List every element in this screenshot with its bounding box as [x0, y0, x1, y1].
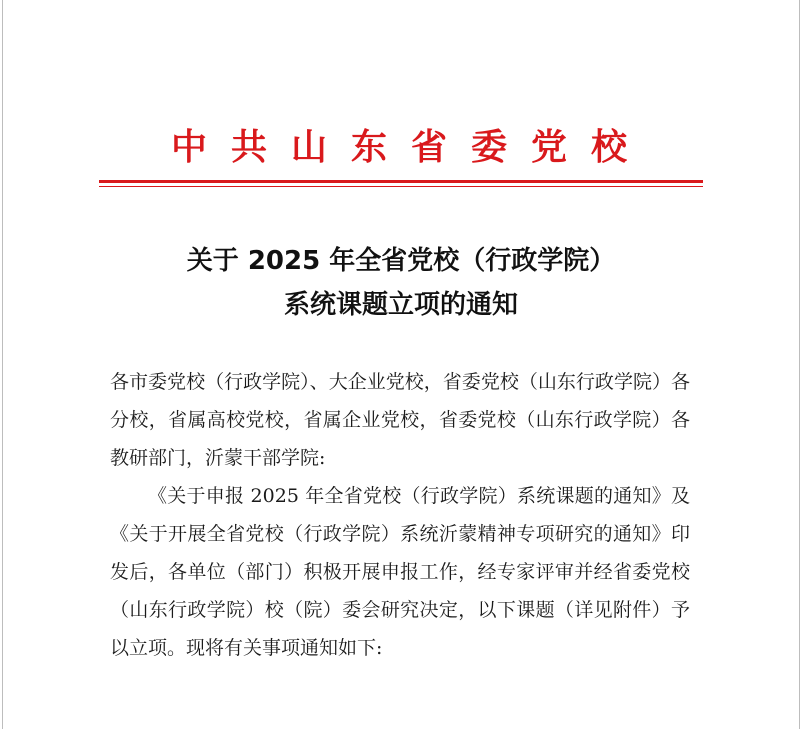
document-title-line-1: 关于 2025 年全省党校（行政学院）	[186, 246, 616, 276]
header-rule-thin	[99, 186, 703, 187]
page-edge-right	[799, 0, 800, 729]
header-rule-thick	[99, 180, 703, 183]
salutation-paragraph: 各市委党校（行政学院）、大企业党校，省委党校（山东行政学院）各分校，省属高校党校，省属企业党校，省委党校（山东行政学院）各教研部门，沂蒙干部学院:	[110, 371, 690, 469]
org-header-title: 中共山东省委党校	[170, 127, 651, 168]
page-edge-left	[2, 0, 3, 729]
body-paragraph-1: 《关于申报 2025 年全省党校（行政学院）系统课题的通知》及《关于开展全省党校（行政学院）系统沂蒙精神专项研究的通知》印发后，各单位（部门）积极开展申报工作，经专家评审并经省委党校（山东行政学院）校（院）委会研究决定，以下课题（详见附件）予以立项。现将有关事项通知如下:	[110, 485, 690, 659]
document-title-line-2: 系统课题立项的通知	[283, 290, 518, 320]
